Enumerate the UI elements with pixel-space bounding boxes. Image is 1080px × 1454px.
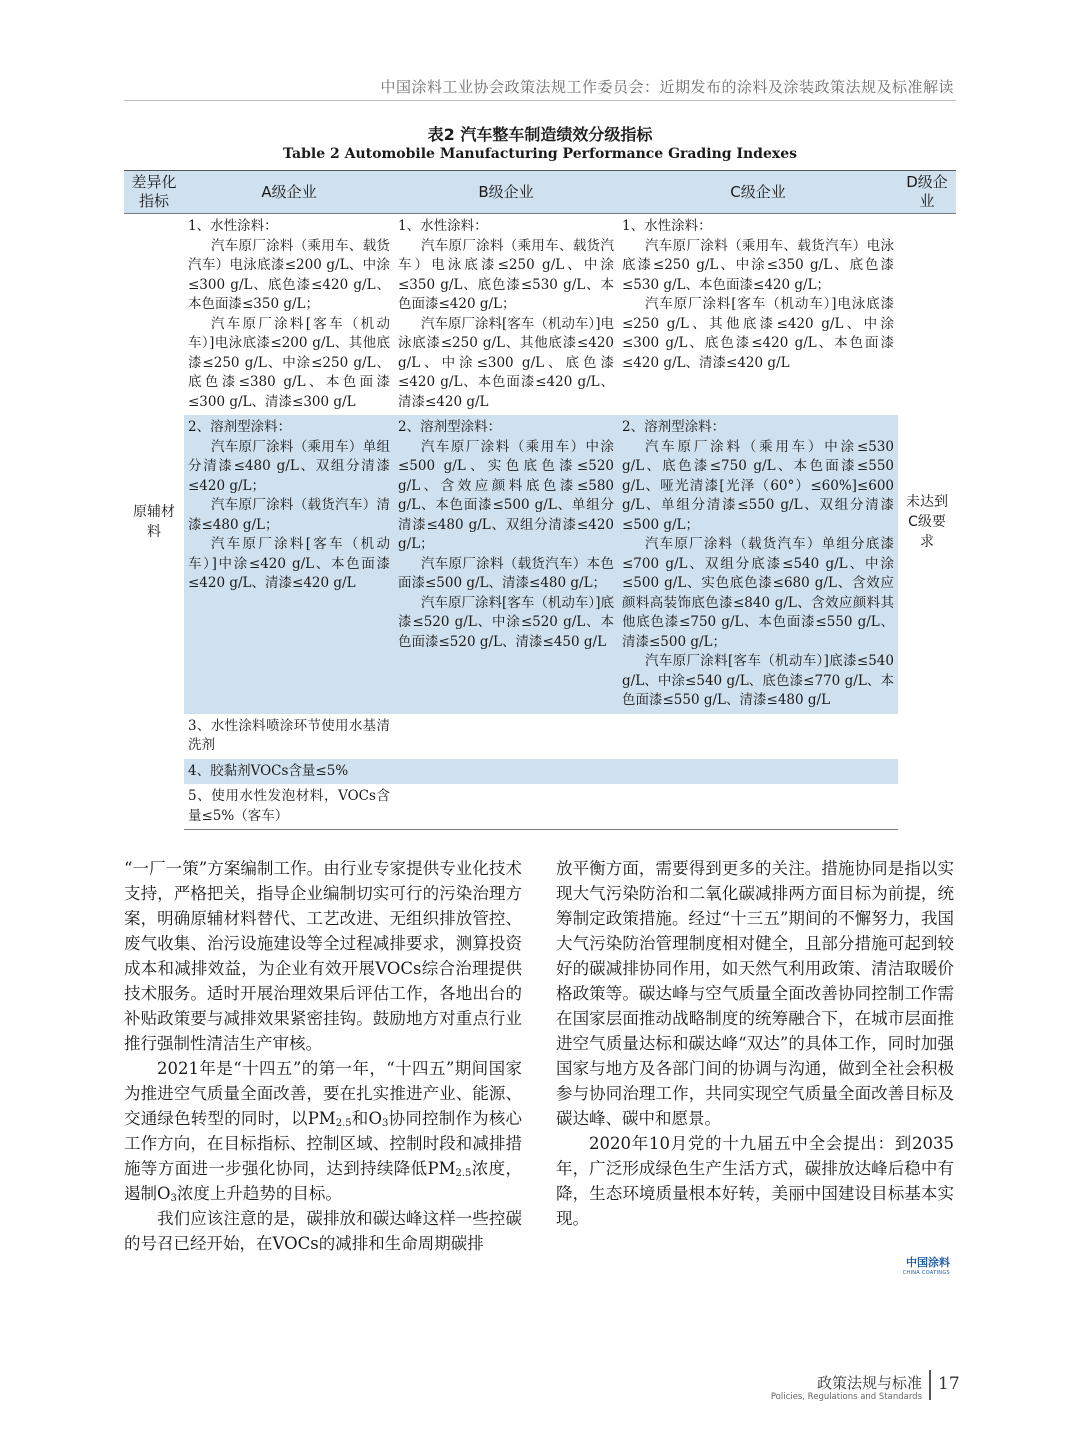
- subscript: 2.5: [455, 1168, 472, 1179]
- cell-line: 汽车原厂涂料（载货汽车）本色面漆≤500 g/L、清漆≤480 g/L；: [398, 555, 614, 591]
- cell-line: 汽车原厂涂料（乘用车）中涂≤500 g/L、实色底色漆≤520 g/L、含效应颜料底色漆≤580 g/L、本色面漆≤500 g/L、单组分清漆≤480 g/L、双组分清漆≤420 g/L；: [398, 438, 614, 552]
- subscript: 2.5: [335, 1118, 352, 1129]
- cell-line: 汽车原厂涂料（乘用车、载货汽车）电泳底漆≤250 g/L、中涂≤350 g/L、底色漆≤530 g/L、本色面漆≤420 g/L；: [622, 237, 894, 293]
- cell-line: 汽车原厂涂料[客车（机动车）]中涂≤420 g/L、本色面漆≤420 g/L、清漆≤420 g/L: [188, 536, 390, 591]
- body-paragraph: “一厂一策”方案编制工作。由行业专家提供专业化技术支持，严格把关，指导企业编制切实可行的污染治理方案，明确原辅材料替代、工艺改进、无组织排放管控、废气收集、治污设施建设等全过程减排要求，测算投资成本和减排效益，为企业有效开展VOCs综合治理提供技术服务。适时开展治理效果后评估工作，各地出台的补贴政策要与减排效果紧密挂钩。鼓励地方对重点行业推行强制性清洁生产审核。: [124, 859, 522, 1053]
- cell-line: 汽车原厂涂料（乘用车、载货汽车）电泳底漆≤200 g/L、中涂≤300 g/L、底色漆≤420 g/L、本色面漆≤350 g/L；: [188, 237, 390, 312]
- cell-line: 汽车原厂涂料[客车（机动车）]底漆≤520 g/L、中涂≤520 g/L、本色面漆≤520 g/L、清漆≤450 g/L: [398, 594, 614, 650]
- logo-text-en: CHINA COATINGS: [902, 1270, 950, 1276]
- cell-b-empty: [394, 784, 618, 830]
- cell-line: 汽车原厂涂料（载货汽车）单组分底漆≤700 g/L、双组分底漆≤540 g/L、中涂≤500 g/L、实色底色漆≤680 g/L、含效应颜料高装饰底色漆≤840 g/L、含效应颜料其他底色漆≤750 g/L、本色面漆≤550 g/L、清漆≤500 g/L；: [622, 536, 894, 650]
- footer-section-en: Policies, Regulations and Standards: [770, 1392, 922, 1402]
- cell-line: 1、水性涂料：: [622, 218, 712, 234]
- cell-line: 2、溶剂型涂料：: [398, 419, 502, 435]
- table-row-cleaning-agent: [124, 714, 956, 759]
- cell-line: 汽车原厂涂料[客车（机动车）]电泳底漆≤250 g/L、其他底漆≤420 g/L、中涂≤300 g/L、底色漆≤420 g/L、本色面漆≤420 g/L、清漆≤420 g/L: [398, 315, 614, 410]
- body-column-left: [124, 856, 522, 1256]
- cell-line: 2、溶剂型涂料：: [622, 419, 726, 435]
- china-coatings-logo: [900, 1254, 950, 1276]
- body-paragraph: 2020年10月党的十九届五中全会提出：到2035年，广泛形成绿色生产生活方式，碳排放达峰后稳中有降，生态环境质量根本好转，美丽中国建设目标基本实现。: [556, 1134, 954, 1228]
- body-paragraph: 放平衡方面，需要得到更多的关注。措施协同是指以实现大气污染防治和二氧化碳减排两方面目标为前提，统筹制定政策措施。经过“十三五”期间的不懈努力，我国大气污染防治管理制度相对健全，且部分措施可起到较好的碳减排协同作用，如天然气利用政策、清洁取暖价格政策等。碳达峰与空气质量全面改善协同控制工作需在国家层面推动战略制度的统筹融合下，在城市层面推进空气质量达标和碳达峰“双达”的具体工作，同时加强国家与地方及各部门间的协调与沟通，做到全社会积极参与协同治理工作，共同实现空气质量全面改善目标及碳达峰、碳中和愿景。: [556, 859, 954, 1128]
- header-indicator: 差异化指标: [124, 171, 184, 214]
- cell-c-empty: [618, 784, 898, 830]
- cell-a-solvent: [184, 415, 394, 714]
- cell-a-cleaning-agent: 3、水性涂料喷涂环节使用水基清洗剂: [188, 717, 390, 753]
- running-head: 中国涂料工业协会政策法规工作委员会：近期发布的涂料及涂装政策法规及标准解读: [380, 78, 954, 96]
- performance-grading-table: [124, 170, 956, 830]
- cell-line: 汽车原厂涂料（乘用车、载货汽车）电泳底漆≤250 g/L、中涂≤350 g/L、底色漆≤530 g/L、本色面漆≤420 g/L；: [398, 237, 614, 312]
- subscript: 3: [170, 1193, 177, 1204]
- cell-c-waterborne: [618, 214, 898, 416]
- table-caption-en: Table 2 Automobile Manufacturing Performance Grading Indexes: [282, 146, 798, 162]
- header-rule: [124, 100, 956, 101]
- cell-line: 汽车原厂涂料（载货汽车）清漆≤480 g/L；: [188, 497, 390, 533]
- text-run: 浓度，遏制O: [124, 1159, 523, 1203]
- cell-c-empty: [618, 759, 898, 785]
- body-column-right: [556, 856, 954, 1231]
- header-grade-a: A级企业: [184, 171, 394, 214]
- table-row-adhesive: [124, 759, 956, 785]
- footer-divider: [929, 1370, 931, 1400]
- cell-a-adhesive: 4、胶黏剂VOCs含量≤5%: [184, 759, 394, 785]
- cell-b-solvent: [394, 415, 618, 714]
- text-run: 和O: [351, 1109, 383, 1128]
- cell-line: 汽车原厂涂料[客车（机动车）]底漆≤540 g/L、中涂≤540 g/L、底色漆≤770 g/L、本色面漆≤550 g/L、清漆≤480 g/L: [622, 653, 894, 708]
- cell-a-waterborne: [184, 214, 394, 416]
- cell-c-empty: [618, 714, 898, 759]
- header-grade-c: C级企业: [618, 171, 898, 214]
- table-caption-zh: 表2 汽车整车制造绩效分级指标: [427, 125, 653, 144]
- cell-b-waterborne: [394, 214, 618, 416]
- header-grade-b: B级企业: [394, 171, 618, 214]
- cell-line: 1、水性涂料：: [398, 218, 488, 234]
- header-grade-d: D级企业: [898, 171, 956, 214]
- cell-b-empty: [394, 759, 618, 785]
- table-row-solvent: [124, 415, 956, 714]
- table-row-waterborne: [124, 214, 956, 416]
- text-run: 浓度上升趋势的目标。: [176, 1184, 342, 1203]
- cell-c-solvent: [618, 415, 898, 714]
- footer-section-zh: 政策法规与标准: [816, 1374, 922, 1392]
- body-paragraph: [124, 1056, 522, 1206]
- cell-line: 汽车原厂涂料（乘用车）单组分清漆≤480 g/L、双组分清漆≤420 g/L；: [188, 438, 390, 494]
- cell-line: 汽车原厂涂料[客车（机动车）]电泳底漆≤200 g/L、其他底漆≤250 g/L、中涂≤250 g/L、底色漆≤380 g/L、本色面漆≤300 g/L、清漆≤300 g/L: [188, 315, 390, 410]
- subscript: 3: [382, 1118, 389, 1129]
- cell-line: 汽车原厂涂料（乘用车）中涂≤530 g/L、底色漆≤750 g/L、本色面漆≤550 g/L、哑光清漆[光泽（60°）≤60%]≤600 g/L、单组分清漆≤550 g/L、双组分清漆≤500 g/L；: [622, 438, 894, 533]
- cell-a-foam: 5、使用水性发泡材料，VOCs含量≤5%（客车）: [184, 784, 394, 830]
- logo-text-zh: 中国涂料: [906, 1256, 950, 1269]
- cell-line: 1、水性涂料：: [188, 218, 278, 234]
- cell-d-requirement: 未达到C级要求: [906, 493, 948, 550]
- text-run: 协同控制作为核心工作方向，在目标指标、控制区域、控制时段和减排措施等方面进一步强化协同，达到持续降低PM: [124, 1109, 523, 1178]
- table-header-row: [124, 171, 956, 214]
- table-row-foam: [124, 784, 956, 830]
- cell-b-empty: [394, 714, 618, 759]
- text-run: 2021年是“十四五”的第一年，“十四五”期间国家为推进空气质量全面改善，要在扎实推进产业、能源、交通绿色转型的同时，以PM: [124, 1059, 522, 1128]
- page-number: 17: [938, 1374, 960, 1394]
- row-label-raw-materials: 原辅材料: [133, 503, 175, 540]
- cell-line: 汽车原厂涂料[客车（机动车）]电泳底漆≤250 g/L、其他底漆≤420 g/L、中涂≤300 g/L、底色漆≤420 g/L、本色面漆≤420 g/L、清漆≤420 g/L: [622, 296, 894, 371]
- cell-line: 2、溶剂型涂料：: [188, 419, 292, 435]
- body-paragraph: 我们应该注意的是，碳排放和碳达峰这样一些控碳的号召已经开始，在VOCs的减排和生命周期碳排: [124, 1209, 522, 1253]
